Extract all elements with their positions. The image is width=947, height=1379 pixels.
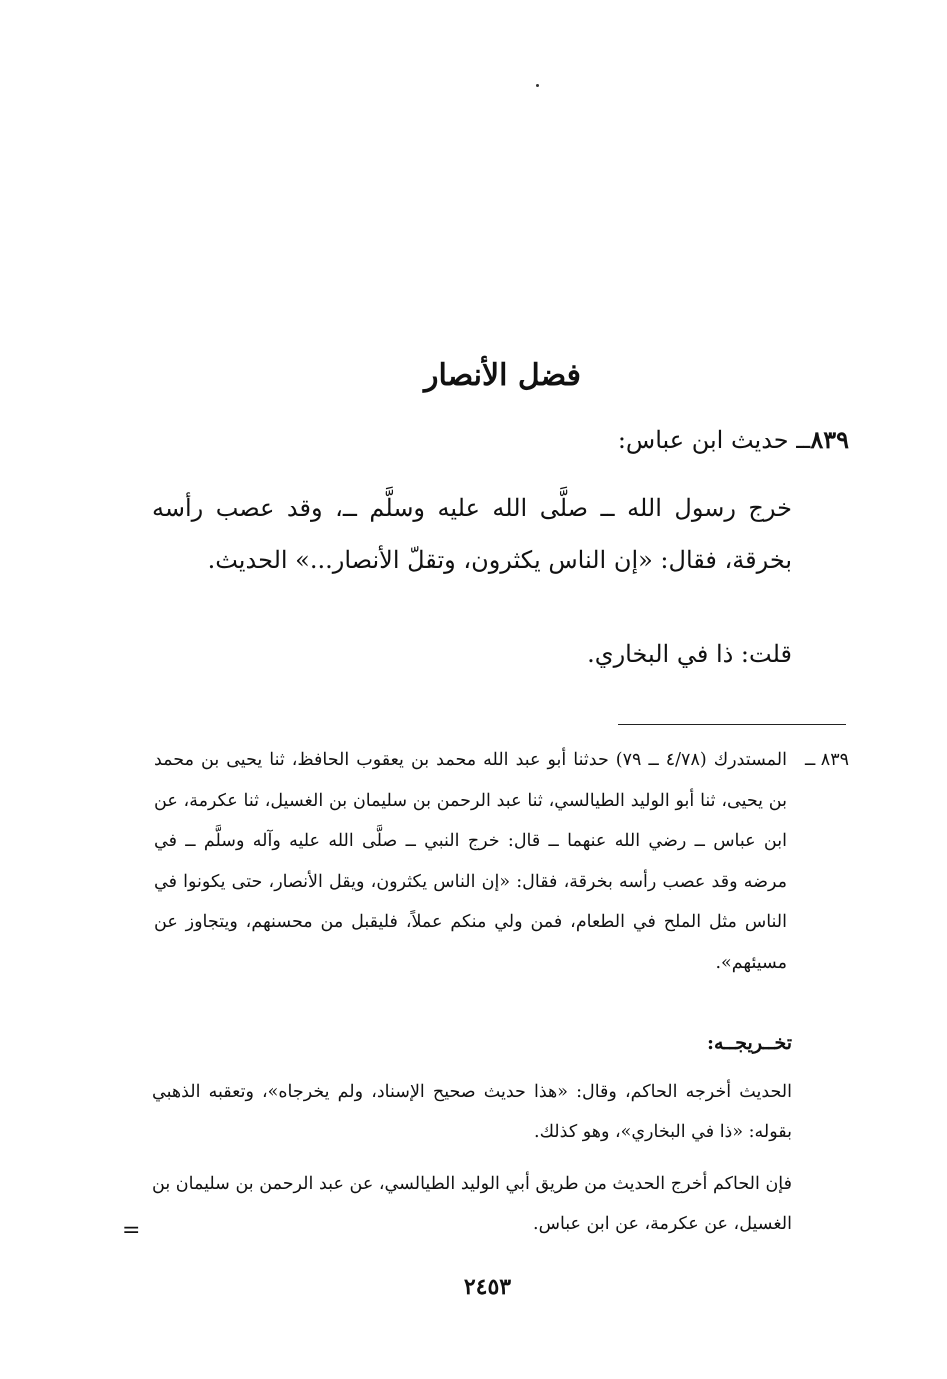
footnote-text: المستدرك (٤/٧٨ ــ ٧٩) حدثنا أبو عبد الله محمد بن يعقوب الحافظ، ثنا يحيى بن محمد بن يحيى، ثنا أبو الوليد الطيالسي، ثنا عبد الرحمن بن سليمان بن الغسيل، ثنا عكرمة، عن ابن عباس ــ رضي الله عنهما ــ قال: خرج النبي ــ صلَّى الله عليه وآله وسلَّم ــ في مرضه وقد عصب رأسه بخرقة، فقال: «إن الناس يكثرون، ويقل الأنصار، حتى يكونوا في الناس مثل الملح في الطعام، فمن ولي منكم عملاً، فليقبل من محسنهم، ويتجاوز عن مسيئهم». [154,750,787,973]
author-note: قلت: ذا في البخاري. [587,640,792,668]
hadith-number: ٨٣٩ [810,425,849,454]
footnote-number: ٨٣٩ ــ [804,750,849,770]
page-number: ٢٤٥٣ [463,1274,512,1300]
page-speck [536,84,539,87]
continuation-mark: = [122,1218,141,1243]
hadith-text: خرج رسول الله ــ صلَّى الله عليه وسلَّم ــ، وقد عصب رأسه بخرقة، فقال: «إن الناس يكثرون، وتقلّ الأنصار...» الحديث. [152,494,792,574]
takhrij-paragraph-1: الحديث أخرجه الحاكم، وقال: «هذا حديث صحيح الإسناد، ولم يخرجاه»، وتعقبه الذهبي بقوله: «ذا في البخاري»، وهو كذلك. [152,1082,792,1142]
hadith-heading [618,425,849,454]
hadith-label: ــ حديث ابن عباس: [617,426,811,454]
takhrij-paragraph-2: فإن الحاكم أخرج الحديث من طريق أبي الوليد الطيالسي، عن عبد الرحمن بن سليمان بن الغسيل، عن عكرمة، عن ابن عباس. [152,1174,792,1234]
takhrij-heading: تخــريجــه: [706,1032,792,1054]
footnote-separator [618,724,846,725]
section-title: فضل الأنصار [424,358,581,393]
footnote [154,740,849,983]
